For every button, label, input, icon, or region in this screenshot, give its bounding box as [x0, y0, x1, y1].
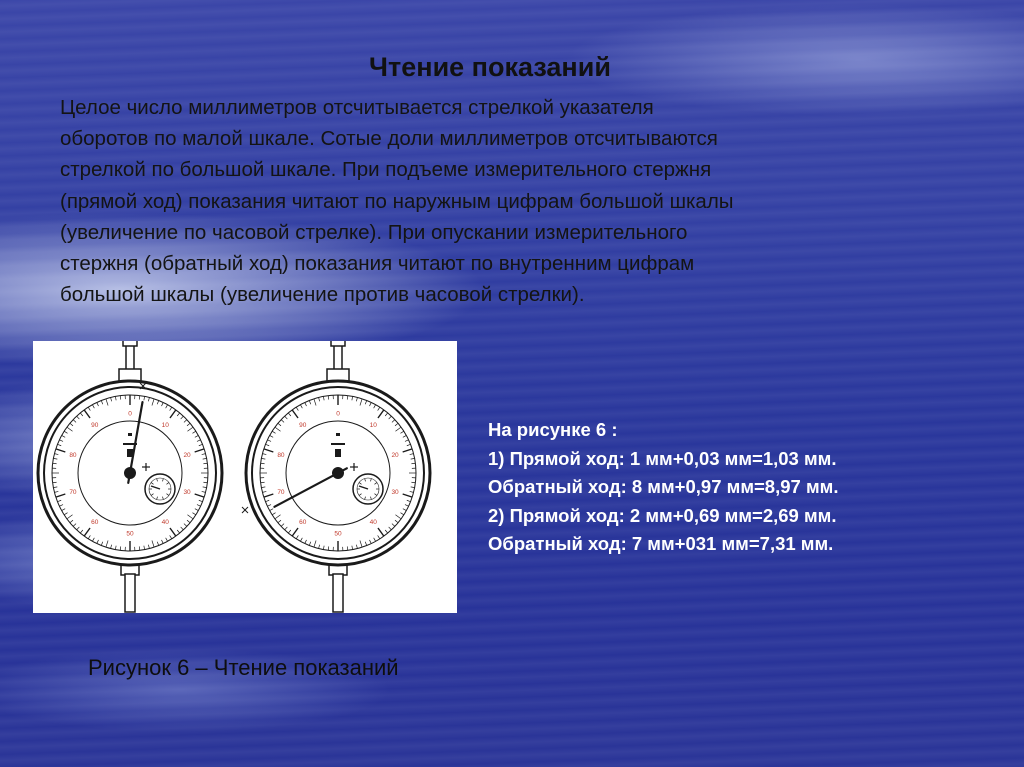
dial-indicator-figure [33, 341, 457, 613]
scale-tick [411, 463, 415, 464]
scale-number: 0 [128, 410, 132, 418]
stem-cap [331, 341, 345, 346]
stem-top [334, 345, 342, 371]
reading-line: 2) Прямой ход: 2 мм+0,69 мм=2,69 мм. [488, 504, 837, 526]
scale-number: 40 [369, 519, 377, 527]
slide-title: Чтение показаний [369, 52, 611, 82]
reading-line: Обратный ход: 8 мм+0,97 мм=8,97 мм. [488, 476, 839, 498]
scale-number: 90 [299, 421, 307, 429]
reading-line: Обратный ход: 7 мм+031 мм=7,31 мм. [488, 533, 834, 555]
scale-tick [120, 546, 121, 550]
center-mark [335, 449, 341, 457]
scale-number: 70 [277, 489, 285, 497]
readings-heading: На рисунке 6 : [488, 419, 618, 440]
scale-number: 60 [299, 519, 307, 527]
scale-tick [53, 482, 57, 483]
scale-number: 50 [334, 530, 342, 538]
center-mark [128, 433, 132, 436]
scale-number: 80 [277, 451, 285, 459]
scale-number: 20 [391, 451, 399, 459]
scale-tick [139, 396, 140, 400]
scale-number: 70 [69, 489, 77, 497]
scale-tick [411, 482, 415, 483]
scale-tick [347, 546, 348, 550]
intro-line: (увеличение по часовой стрелке). При опускании измерительного [60, 220, 688, 244]
intro-line: большой шкалы (увеличение против часовой стрелки). [60, 283, 585, 307]
dial-indicator [38, 341, 222, 612]
center-mark [331, 443, 345, 445]
scale-tick [261, 482, 265, 483]
scale-tick [203, 463, 207, 464]
dial-indicator [242, 341, 430, 612]
intro-line: стрелкой по большой шкале. При подъеме измерительного стержня [60, 158, 712, 182]
scale-tick [203, 482, 207, 483]
reading-line: 1) Прямой ход: 1 мм+0,03 мм=1,03 мм. [488, 447, 837, 469]
intro-line: Целое число миллиметров отсчитывается стрелкой указателя [60, 96, 654, 119]
intro-line: (прямой ход) показания читают по наружным цифрам большой шкалы [60, 189, 734, 213]
needle-hub [124, 467, 136, 479]
stem-top [126, 345, 134, 371]
needle-hub [332, 467, 344, 479]
dial-indicators-drawing [33, 341, 457, 613]
intro-line: стержня (обратный ход) показания читают по внутренним цифрам [60, 252, 695, 276]
scale-tick [53, 463, 57, 464]
readings-block [488, 416, 1000, 559]
spindle [333, 574, 343, 612]
scale-tick [328, 546, 329, 550]
scale-tick [139, 546, 140, 550]
scale-number: 10 [369, 421, 377, 429]
scale-number: 20 [183, 451, 191, 459]
scale-number: 40 [161, 519, 169, 527]
scale-tick [120, 396, 121, 400]
scale-number: 0 [336, 410, 340, 418]
scale-number: 30 [183, 489, 191, 497]
intro-line: оборотов по малой шкале. Сотые доли миллиметров отсчитываются [60, 127, 718, 151]
scale-number: 10 [161, 421, 169, 429]
scale-tick [261, 463, 265, 464]
scale-number: 80 [69, 451, 77, 459]
figure-caption: Рисунок 6 – Чтение показаний [88, 655, 399, 680]
scale-number: 50 [126, 530, 134, 538]
scale-number: 90 [91, 421, 99, 429]
center-mark [336, 433, 340, 436]
scale-tick [347, 396, 348, 400]
stem-cap [123, 341, 137, 346]
scale-number: 60 [91, 519, 99, 527]
intro-paragraph [60, 92, 920, 310]
scale-number: 30 [391, 489, 399, 497]
scale-tick [328, 396, 329, 400]
spindle [125, 574, 135, 612]
